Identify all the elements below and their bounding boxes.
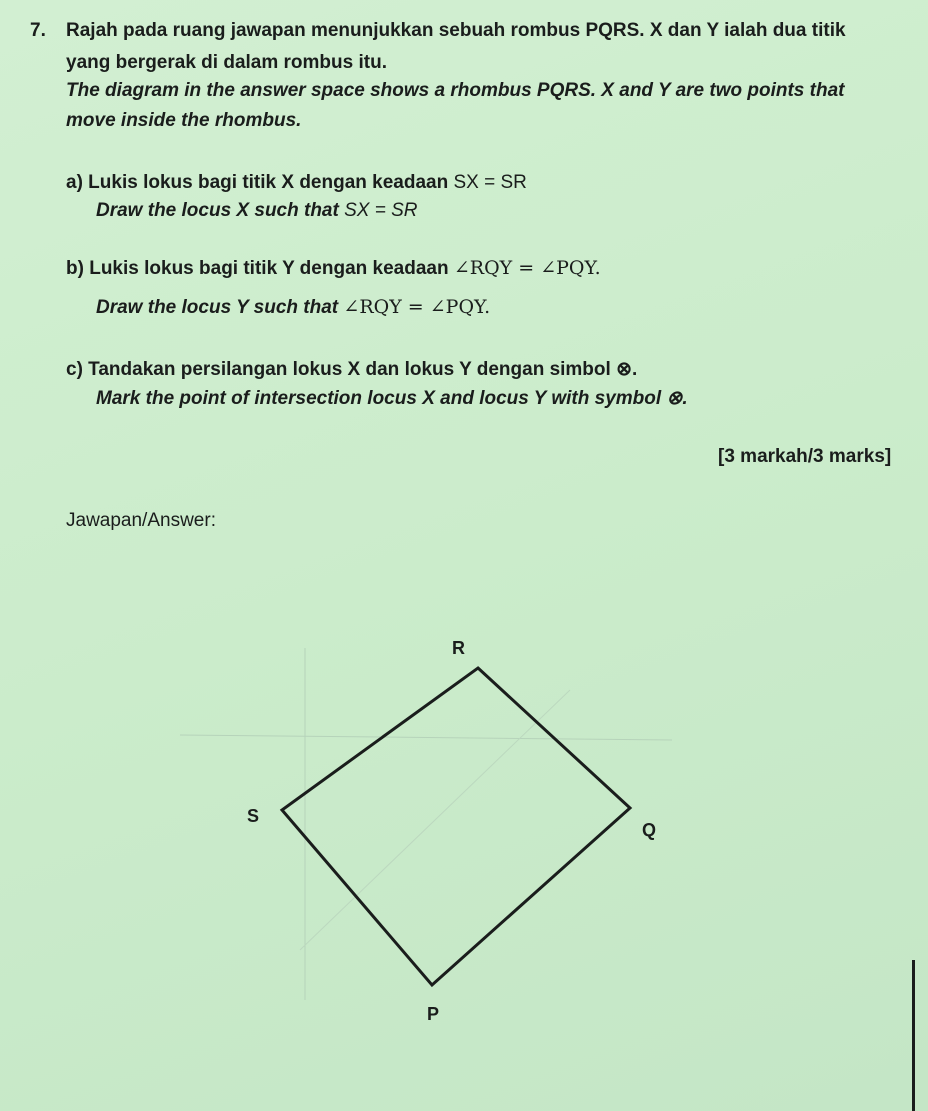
intro-malay: Rajah pada ruang jawapan menunjukkan sebuah rombus PQRS. X dan Y ialah dua titik (66, 20, 846, 41)
vertex-p-label: P (427, 1004, 440, 1024)
rhombus-pqrs (282, 668, 630, 985)
part-a-english-text: Draw the locus X such that (96, 200, 339, 221)
part-b-malay-equation: ∠RQY = ∠PQY. (453, 257, 601, 279)
part-c-malay: c) Tandakan persilangan lokus X dan lokus Y dengan simbol ⊗. (66, 359, 638, 380)
vertex-q-label: Q (642, 820, 657, 840)
intro-malay-2: yang bergerak di dalam rombus itu. (66, 52, 387, 73)
part-b-english-equation: ∠RQY = ∠PQY. (343, 296, 491, 318)
part-a-malay-equation: SX = SR (453, 172, 527, 193)
intro-english: The diagram in the answer space shows a rhombus PQRS. X and Y are two points that (66, 80, 845, 101)
part-c-english: Mark the point of intersection locus X and locus Y with symbol ⊗. (96, 388, 688, 409)
faint-show-through-line (300, 690, 570, 950)
part-b-malay-text: b) Lukis lokus bagi titik Y dengan keadaan (66, 258, 449, 279)
question-number: 7. (30, 20, 46, 41)
vertex-r-label: R (452, 638, 465, 658)
part-b-english-text: Draw the locus Y such that (96, 297, 339, 318)
page-edge (912, 960, 915, 1111)
part-a-malay-text: a) Lukis lokus bagi titik X dengan keadaan (66, 172, 449, 193)
faint-show-through-line (180, 735, 672, 740)
marks-label: [3 markah/3 marks] (718, 446, 892, 467)
answer-label: Jawapan/Answer: (66, 510, 216, 531)
vertex-s-label: S (247, 806, 260, 826)
intro-english-2: move inside the rhombus. (66, 110, 302, 131)
part-a-english-equation: SX = SR (344, 200, 418, 221)
